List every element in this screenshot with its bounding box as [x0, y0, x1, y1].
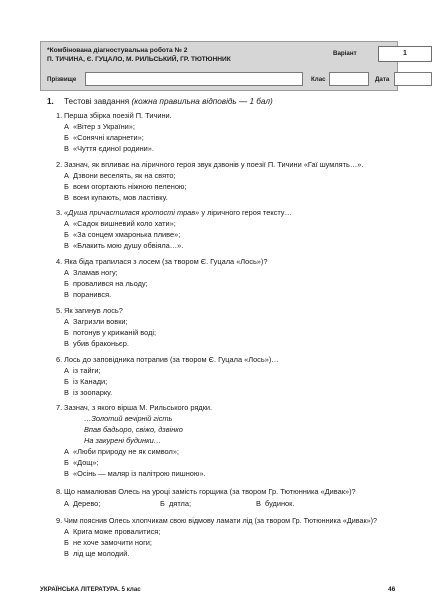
question-number: 3.: [56, 208, 63, 217]
option-letter: В: [64, 469, 69, 478]
option-text[interactable]: дятла;: [169, 499, 192, 508]
option-text[interactable]: провалився на льоду;: [73, 279, 148, 288]
option-text[interactable]: Зламав ногу;: [73, 268, 118, 277]
option-text[interactable]: «Чуття єдиної родини».: [73, 144, 154, 153]
option-text[interactable]: не хоче замочити ноги;: [73, 538, 152, 547]
option-letter: А: [64, 268, 69, 277]
question-text: Чим пояснив Олесь хлопчикам свою відмову ламати лід (за твором Гр. Тютюнника «Дивак»)?: [64, 516, 377, 525]
option-letter: В: [64, 144, 69, 153]
question-number: 2.: [56, 160, 63, 169]
date-label: Дата: [375, 76, 390, 83]
option-letter: В: [256, 499, 261, 508]
option-letter: Б: [64, 133, 69, 142]
option-letter: Б: [64, 182, 69, 191]
option-text[interactable]: лід ще молодий.: [73, 549, 130, 558]
option-text[interactable]: Крига може провалитися;: [73, 527, 161, 536]
footer-subject: УКРАЇНСЬКА ЛІТЕРАТУРА. 5 клас: [40, 586, 141, 593]
option-letter: Б: [64, 279, 69, 288]
option-letter: В: [64, 290, 69, 299]
option-text[interactable]: із Канади;: [73, 377, 108, 386]
question-number: 5.: [56, 306, 63, 315]
option-letter: Б: [160, 499, 165, 508]
option-letter: В: [64, 549, 69, 558]
option-letter: А: [64, 499, 69, 508]
surname-label: Прізвище: [47, 76, 77, 83]
question-number: 4.: [56, 257, 63, 266]
variant-value: 1: [378, 46, 432, 62]
option-text[interactable]: «Блакить мою душу обвіяла…».: [73, 241, 184, 250]
option-letter: А: [64, 219, 69, 228]
option-letter: Б: [64, 377, 69, 386]
question-quote: «Душа причастилася кротості трав»: [64, 208, 200, 217]
poem-line: Впав бадьоро, свіжо, дзвінко: [84, 425, 183, 434]
question-text: Лось до заповідника потрапив (за твором Є. Гуцала «Лось»)…: [64, 355, 279, 364]
work-title: *Комбінована діагностувальна робота № 2: [47, 47, 188, 54]
class-field[interactable]: [329, 72, 369, 86]
surname-field[interactable]: [85, 72, 303, 86]
option-text[interactable]: поранився.: [73, 290, 112, 299]
option-text[interactable]: Дзвони веселять, як на свято;: [73, 171, 176, 180]
option-text[interactable]: «Осінь — маляр із палітрою пишною».: [73, 469, 206, 478]
variant-label: Варіант: [333, 50, 357, 57]
question-text: Зазнач, як впливає на ліричного героя звук дзвонів у поезії П. Тичини «Гаї шумлять…».: [64, 160, 364, 169]
question-number: 6.: [56, 355, 63, 364]
option-text[interactable]: вони огортають ніжною пеленою;: [73, 182, 187, 191]
section-title-text: Тестові завдання: [64, 97, 130, 106]
question-text-rest: у ліричного героя тексту…: [199, 208, 292, 217]
option-text[interactable]: із тайги;: [73, 366, 101, 375]
poem-line: …Золотий вечірній гість: [84, 414, 173, 423]
option-text[interactable]: «Дощ»;: [73, 458, 99, 467]
page-number: 46: [388, 586, 396, 593]
question-text: Що намалював Олесь на уроці замість горщика (за твором Гр. Тютюнника «Дивак»)?: [64, 487, 356, 496]
question-number: 7.: [56, 403, 63, 412]
question-text: Яка біда трапилася з лосем (за твором Є. Гуцала «Лось»)?: [64, 257, 268, 266]
option-letter: А: [64, 122, 69, 131]
question-text: Зазнач, з якого вірша М. Рильського рядки.: [64, 403, 213, 412]
option-letter: Б: [64, 328, 69, 337]
question-text: Як загинув лось?: [64, 306, 123, 315]
option-letter: В: [64, 339, 69, 348]
option-letter: А: [64, 447, 69, 456]
option-text[interactable]: будинок.: [265, 499, 295, 508]
option-letter: Б: [64, 458, 69, 467]
section-title: [64, 97, 273, 106]
option-text[interactable]: «Вітер з України»;: [73, 122, 135, 131]
question-number: 1.: [56, 111, 63, 120]
option-text[interactable]: Загризли вовки;: [73, 317, 128, 326]
option-letter: А: [64, 366, 69, 375]
question-text: [64, 208, 292, 217]
option-text[interactable]: убив браконьєр.: [73, 339, 129, 348]
option-text[interactable]: вони купають, мов ластівку.: [73, 193, 168, 202]
option-text[interactable]: Дерево;: [73, 499, 101, 508]
option-letter: А: [64, 317, 69, 326]
worksheet-header: [40, 41, 407, 91]
authors-line: П. ТИЧИНА, Є. ГУЦАЛО, М. РИЛЬСЬКИЙ, ГР. ТЮТЮННИК: [47, 56, 231, 63]
option-letter: А: [64, 171, 69, 180]
option-text[interactable]: «Садок вишневий коло хати»;: [73, 219, 176, 228]
section-number: 1.: [47, 97, 54, 106]
option-letter: А: [64, 527, 69, 536]
option-letter: В: [64, 193, 69, 202]
question-text: Перша збірка поезій П. Тичини.: [64, 111, 172, 120]
option-letter: В: [64, 241, 69, 250]
class-label: Клас: [311, 76, 326, 83]
option-letter: В: [64, 388, 69, 397]
date-field[interactable]: [394, 72, 432, 86]
option-text[interactable]: «Сонячні кларнети»;: [73, 133, 144, 142]
section-note: (кожна правильна відповідь — 1 бал): [131, 97, 273, 106]
question-number: 8.: [56, 487, 63, 496]
question-number: 9.: [56, 516, 63, 525]
poem-line: На закурені будинки…: [84, 436, 162, 445]
option-text[interactable]: «Люби природу не як символ»;: [73, 447, 179, 456]
option-letter: Б: [64, 230, 69, 239]
option-text[interactable]: «За сонцем хмаронька пливе»;: [73, 230, 181, 239]
option-letter: Б: [64, 538, 69, 547]
option-text[interactable]: потонув у крижаній воді;: [73, 328, 157, 337]
option-text[interactable]: із зоопарку.: [73, 388, 113, 397]
